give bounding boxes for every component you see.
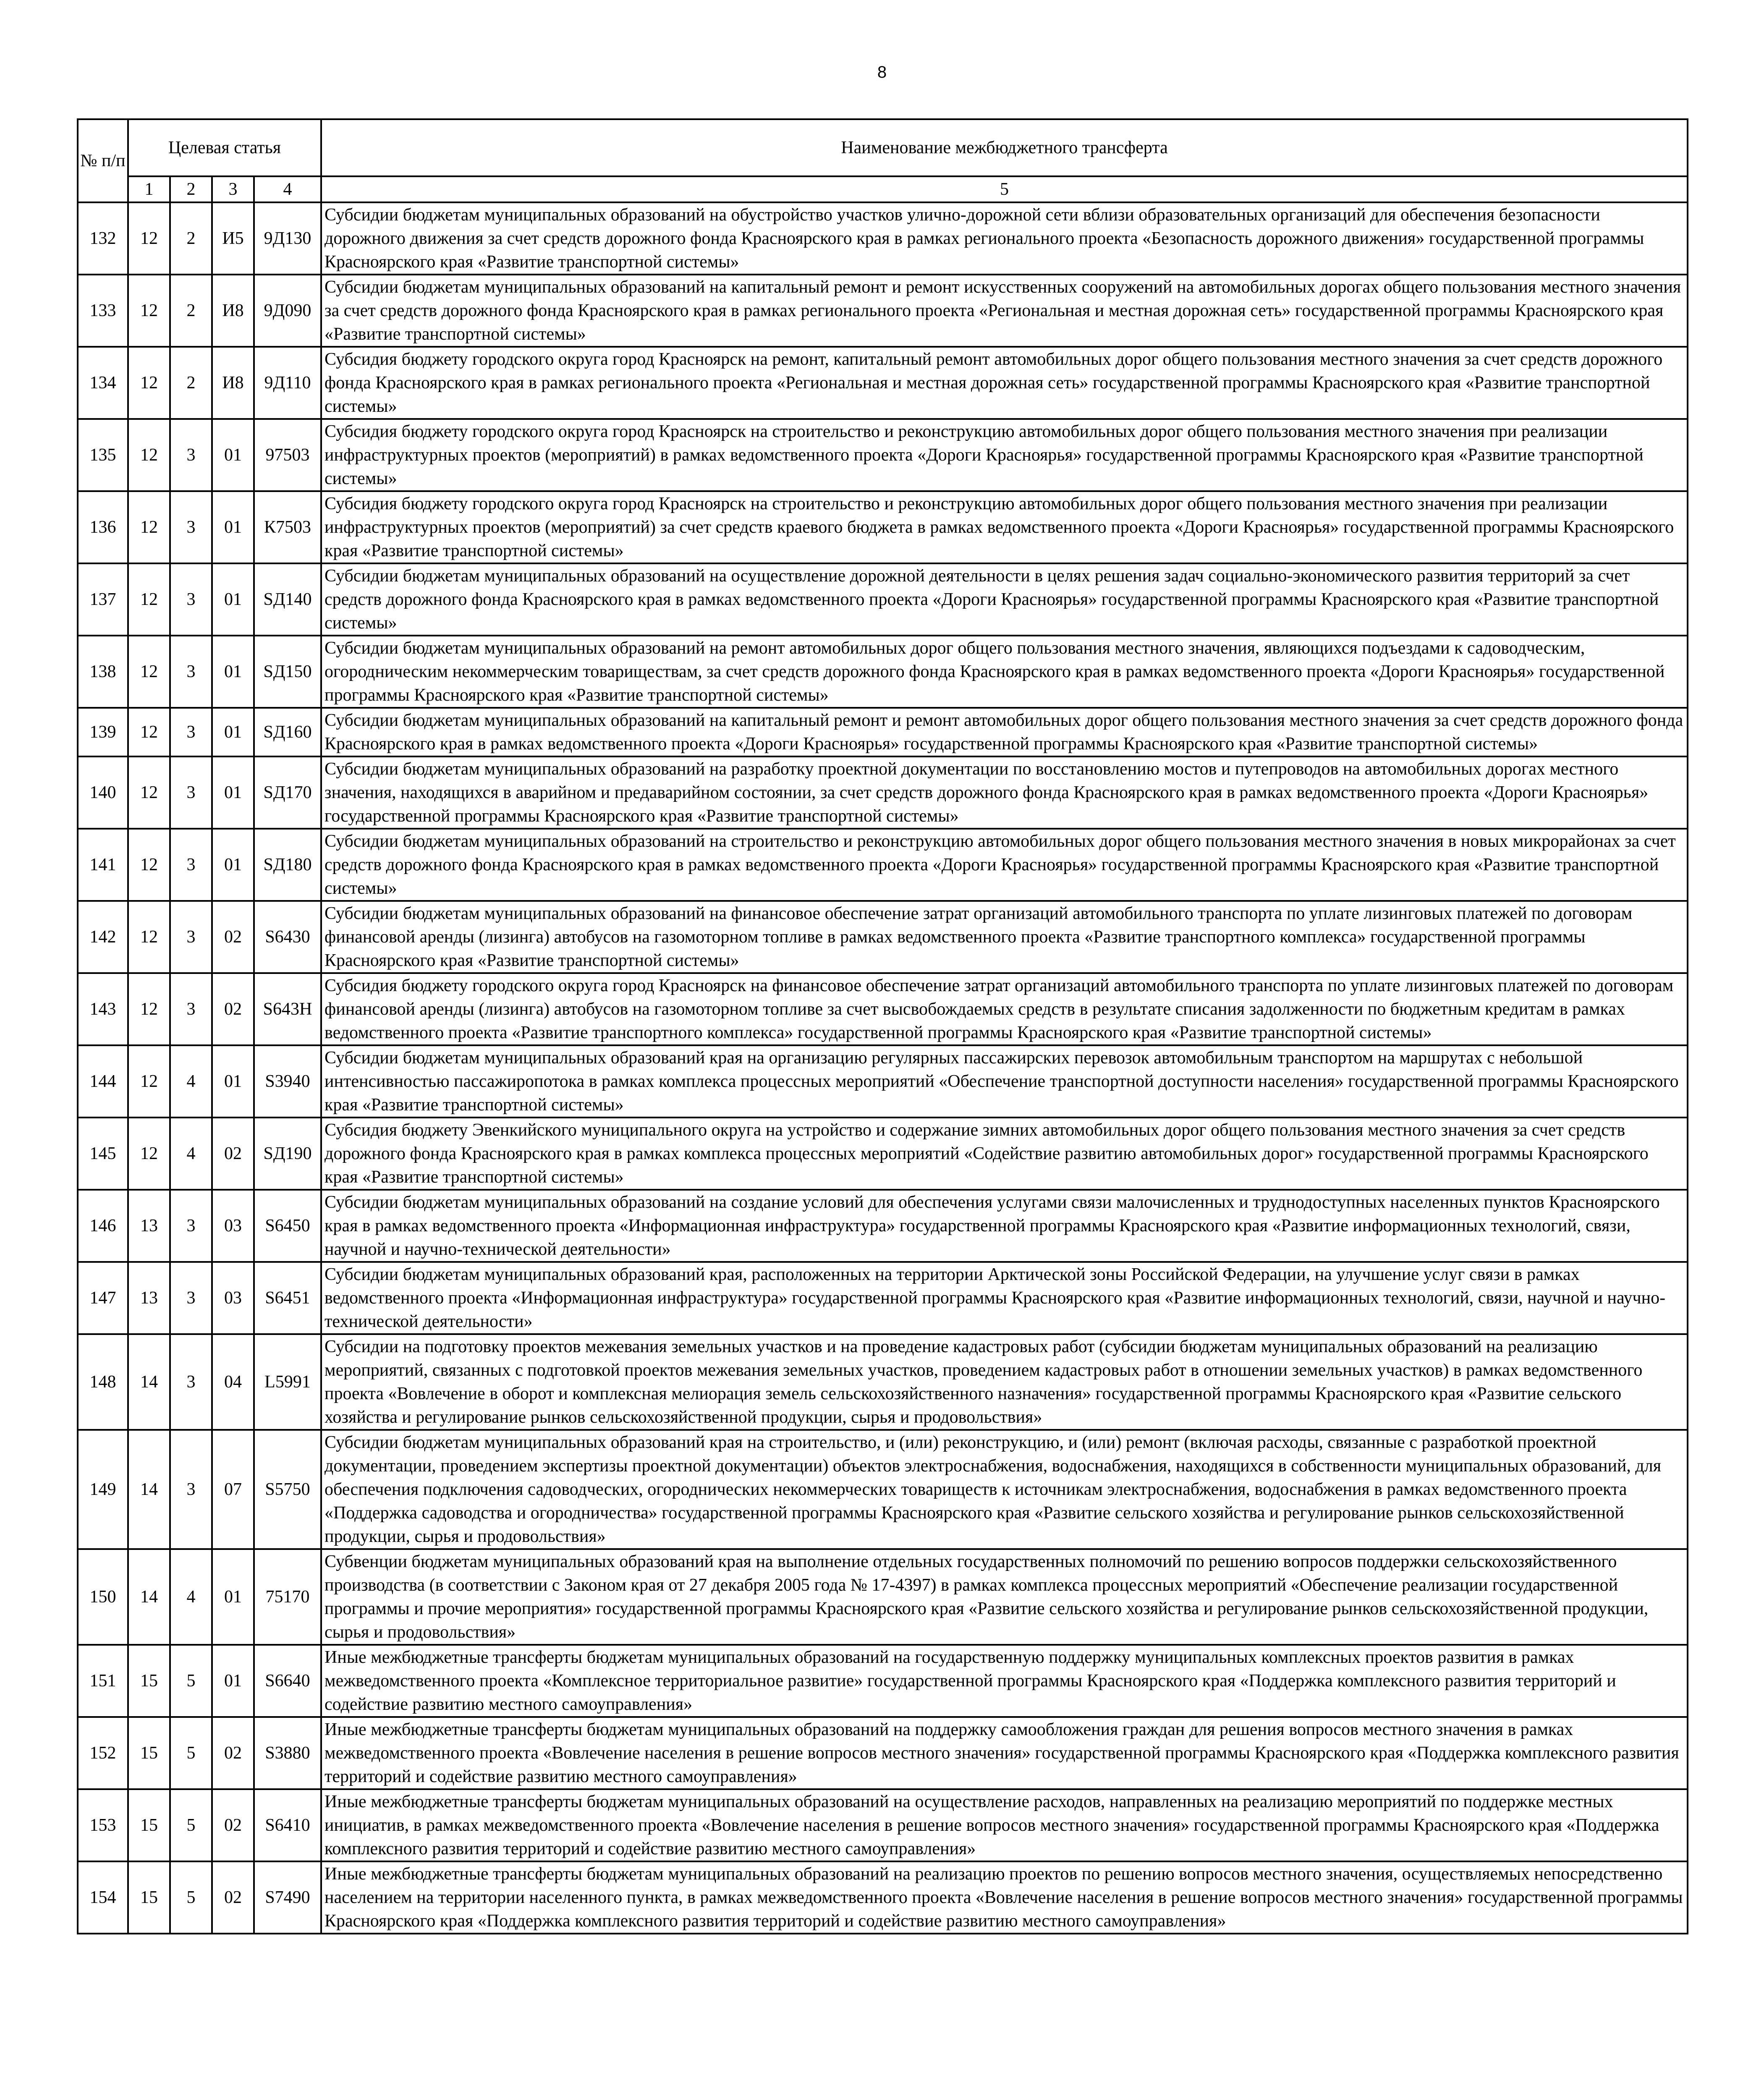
- row-code-1: 15: [128, 1789, 170, 1861]
- row-code-2: 3: [170, 1190, 212, 1262]
- row-code-1: 12: [128, 636, 170, 708]
- row-transfer-name: Субсидии бюджетам муниципальных образований на ремонт автомобильных дорог общего пользования местного значения, являющихся подъездами к садоводческим, огородническим некоммерческим товариществам, за счет средств дорожного фонда Красноярского края в рамках ведомственного проекта «Дороги Красноярья» государственной программы Красноярского края «Развитие транспортной системы»: [321, 636, 1688, 708]
- row-code-2: 2: [170, 275, 212, 347]
- table-row: [78, 1334, 1688, 1430]
- row-code-3: 02: [212, 901, 254, 973]
- row-code-1: 12: [128, 202, 170, 275]
- row-code-4: SД170: [254, 756, 321, 829]
- row-code-2: 3: [170, 636, 212, 708]
- row-number: 140: [78, 756, 128, 829]
- row-code-3: 01: [212, 829, 254, 901]
- table-row: [78, 419, 1688, 491]
- column-number: 1: [128, 176, 170, 202]
- header-number: № п/п: [78, 119, 128, 202]
- row-transfer-name: Субсидии на подготовку проектов межевания земельных участков и на проведение кадастровых работ (субсидии бюджетам муниципальных образований на реализацию мероприятий, связанных с подготовкой проектов межевания земельных участков, проведением кадастровых работ в отношении земельных участков) в рамках ведомственного проекта «Вовлечение в оборот и комплексная мелиорация земель сельскохозяйственного назначения» государственной программы Красноярского края «Развитие сельского хозяйства и регулирование рынков сельскохозяйственной продукции, сырья и продовольствия»: [321, 1334, 1688, 1430]
- row-code-1: 12: [128, 275, 170, 347]
- row-code-4: L5991: [254, 1334, 321, 1430]
- column-number: 4: [254, 176, 321, 202]
- table-row: [78, 1549, 1688, 1645]
- row-number: 137: [78, 563, 128, 636]
- row-transfer-name: Субсидия бюджету городского округа город Красноярск на строительство и реконструкцию автомобильных дорог общего пользования местного значения при реализации инфраструктурных проектов (мероприятий) в рамках ведомственного проекта «Дороги Красноярья» государственной программы Красноярского края «Развитие транспортной системы»: [321, 419, 1688, 491]
- row-code-3: 02: [212, 973, 254, 1045]
- row-code-2: 4: [170, 1549, 212, 1645]
- row-code-3: 03: [212, 1262, 254, 1334]
- row-code-2: 4: [170, 1118, 212, 1190]
- row-code-3: 01: [212, 419, 254, 491]
- row-code-4: S6451: [254, 1262, 321, 1334]
- row-code-4: SД150: [254, 636, 321, 708]
- row-code-1: 12: [128, 563, 170, 636]
- transfers-table: [77, 118, 1688, 1934]
- row-number: 148: [78, 1334, 128, 1430]
- row-transfer-name: Субсидия бюджету Эвенкийского муниципального округа на устройство и содержание зимних автомобильных дорог общего пользования местного значения за счет средств дорожного фонда Красноярского края в рамках комплекса процессных мероприятий «Содействие развитию автомобильных дорог» государственной программы Красноярского края «Развитие транспортной системы»: [321, 1118, 1688, 1190]
- row-code-4: 75170: [254, 1549, 321, 1645]
- table-row: [78, 1861, 1688, 1934]
- row-code-1: 15: [128, 1861, 170, 1934]
- table-row: [78, 1190, 1688, 1262]
- row-code-3: 01: [212, 1045, 254, 1118]
- row-code-4: S7490: [254, 1861, 321, 1934]
- row-code-4: S6430: [254, 901, 321, 973]
- row-code-2: 3: [170, 1430, 212, 1549]
- table-row: [78, 275, 1688, 347]
- row-number: 132: [78, 202, 128, 275]
- row-transfer-name: Субсидии бюджетам муниципальных образований на обустройство участков улично-дорожной сети вблизи образовательных организаций для обеспечения безопасности дорожного движения за счет средств дорожного фонда Красноярского края в рамках регионального проекта «Безопасность дорожного движения» государственной программы Красноярского края «Развитие транспортной системы»: [321, 202, 1688, 275]
- row-number: 144: [78, 1045, 128, 1118]
- row-code-2: 4: [170, 1045, 212, 1118]
- row-transfer-name: Субсидии бюджетам муниципальных образований на осуществление дорожной деятельности в целях решения задач социально-экономического развития территорий за счет средств дорожного фонда Красноярского края в рамках ведомственного проекта «Дороги Красноярья» государственной программы Красноярского края «Развитие транспортной системы»: [321, 563, 1688, 636]
- row-code-3: И5: [212, 202, 254, 275]
- row-code-4: S3940: [254, 1045, 321, 1118]
- row-number: 133: [78, 275, 128, 347]
- row-code-4: К7503: [254, 491, 321, 563]
- table-row: [78, 756, 1688, 829]
- column-number: 2: [170, 176, 212, 202]
- row-code-4: S6410: [254, 1789, 321, 1861]
- column-number: 3: [212, 176, 254, 202]
- row-number: 142: [78, 901, 128, 973]
- row-code-1: 12: [128, 973, 170, 1045]
- row-number: 141: [78, 829, 128, 901]
- row-code-2: 3: [170, 756, 212, 829]
- table-row: [78, 491, 1688, 563]
- row-number: 153: [78, 1789, 128, 1861]
- row-code-2: 3: [170, 563, 212, 636]
- row-code-1: 12: [128, 419, 170, 491]
- table-row: [78, 1789, 1688, 1861]
- row-code-2: 3: [170, 1334, 212, 1430]
- row-number: 149: [78, 1430, 128, 1549]
- row-code-3: 02: [212, 1118, 254, 1190]
- row-code-3: 01: [212, 491, 254, 563]
- row-number: 139: [78, 708, 128, 756]
- row-number: 152: [78, 1717, 128, 1789]
- table-row: [78, 202, 1688, 275]
- row-code-3: 04: [212, 1334, 254, 1430]
- row-code-2: 3: [170, 973, 212, 1045]
- row-code-4: 9Д130: [254, 202, 321, 275]
- row-code-1: 15: [128, 1717, 170, 1789]
- row-code-1: 14: [128, 1334, 170, 1430]
- row-code-3: И8: [212, 347, 254, 419]
- row-code-4: SД190: [254, 1118, 321, 1190]
- table-row: [78, 636, 1688, 708]
- row-code-1: 12: [128, 1045, 170, 1118]
- row-transfer-name: Субсидия бюджету городского округа город Красноярск на ремонт, капитальный ремонт автомобильных дорог общего пользования местного значения за счет средств дорожного фонда Красноярского края в рамках регионального проекта «Региональная и местная дорожная сеть» государственной программы Красноярского края «Развитие транспортной системы»: [321, 347, 1688, 419]
- row-code-3: И8: [212, 275, 254, 347]
- row-code-1: 12: [128, 708, 170, 756]
- row-code-1: 13: [128, 1262, 170, 1334]
- table-row: [78, 973, 1688, 1045]
- table-row: [78, 1717, 1688, 1789]
- row-transfer-name: Субсидии бюджетам муниципальных образований на капитальный ремонт и ремонт искусственных сооружений на автомобильных дорогах общего пользования местного значения за счет средств дорожного фонда Красноярского края в рамках регионального проекта «Региональная и местная дорожная сеть» государственной программы Красноярского края «Развитие транспортной системы»: [321, 275, 1688, 347]
- table-body: [78, 202, 1688, 1934]
- row-transfer-name: Субсидии бюджетам муниципальных образований на финансовое обеспечение затрат организаций автомобильного транспорта по уплате лизинговых платежей по договорам финансовой аренды (лизинга) автобусов на газомоторном топливе в рамках ведомственного проекта «Развитие транспортного комплекса» государственной программы Красноярского края «Развитие транспортной системы»: [321, 901, 1688, 973]
- table-row: [78, 1430, 1688, 1549]
- row-number: 134: [78, 347, 128, 419]
- row-number: 138: [78, 636, 128, 708]
- row-code-4: S6640: [254, 1645, 321, 1717]
- row-code-2: 3: [170, 419, 212, 491]
- table-row: [78, 1045, 1688, 1118]
- row-transfer-name: Субсидии бюджетам муниципальных образований на капитальный ремонт и ремонт автомобильных дорог общего пользования местного значения за счет средств дорожного фонда Красноярского края в рамках ведомственного проекта «Дороги Красноярья» государственной программы Красноярского края «Развитие транспортной системы»: [321, 708, 1688, 756]
- row-code-2: 3: [170, 491, 212, 563]
- row-code-1: 15: [128, 1645, 170, 1717]
- row-code-3: 02: [212, 1717, 254, 1789]
- row-code-4: SД160: [254, 708, 321, 756]
- table-row: [78, 1262, 1688, 1334]
- row-code-4: S5750: [254, 1430, 321, 1549]
- row-code-1: 12: [128, 901, 170, 973]
- row-code-3: 02: [212, 1861, 254, 1934]
- row-code-4: SД180: [254, 829, 321, 901]
- row-code-3: 07: [212, 1430, 254, 1549]
- row-code-1: 12: [128, 491, 170, 563]
- page-number: 8: [877, 63, 887, 81]
- table-row: [78, 901, 1688, 973]
- row-code-1: 12: [128, 756, 170, 829]
- row-code-4: S3880: [254, 1717, 321, 1789]
- row-transfer-name: Иные межбюджетные трансферты бюджетам муниципальных образований на реализацию проектов по решению вопросов местного значения, осуществляемых непосредственно населением на территории населенного пункта, в рамках межведомственного проекта «Вовлечение населения в решение вопросов местного значения» государственной программы Красноярского края «Поддержка комплексного развития территорий и содействие развитию местного самоуправления»: [321, 1861, 1688, 1934]
- row-code-4: S6450: [254, 1190, 321, 1262]
- row-transfer-name: Иные межбюджетные трансферты бюджетам муниципальных образований на осуществление расходов, направленных на реализацию мероприятий по поддержке местных инициатив, в рамках межведомственного проекта «Вовлечение населения в решение вопросов местного значения» государственной программы Красноярского края «Поддержка комплексного развития территорий и содействие развитию местного самоуправления»: [321, 1789, 1688, 1861]
- table-row: [78, 708, 1688, 756]
- row-number: 143: [78, 973, 128, 1045]
- row-code-2: 3: [170, 1262, 212, 1334]
- row-code-4: 9Д110: [254, 347, 321, 419]
- row-transfer-name: Субсидия бюджету городского округа город Красноярск на строительство и реконструкцию автомобильных дорог общего пользования местного значения при реализации инфраструктурных проектов (мероприятий) за счет средств краевого бюджета в рамках ведомственного проекта «Дороги Красноярья» государственной программы Красноярского края «Развитие транспортной системы»: [321, 491, 1688, 563]
- row-number: 147: [78, 1262, 128, 1334]
- table-row: [78, 1645, 1688, 1717]
- row-code-4: 97503: [254, 419, 321, 491]
- column-number: 5: [321, 176, 1688, 202]
- table-row: [78, 1118, 1688, 1190]
- row-code-1: 14: [128, 1430, 170, 1549]
- row-transfer-name: Субсидии бюджетам муниципальных образований на разработку проектной документации по восстановлению мостов и путепроводов на автомобильных дорогах местного значения, находящихся в аварийном и предаварийном состоянии, за счет средств дорожного фонда Красноярского края в рамках ведомственного проекта «Дороги Красноярья» государственной программы Красноярского края «Развитие транспортной системы»: [321, 756, 1688, 829]
- row-number: 135: [78, 419, 128, 491]
- row-code-2: 5: [170, 1717, 212, 1789]
- row-transfer-name: Субсидии бюджетам муниципальных образований края на строительство, и (или) реконструкцию, и (или) ремонт (включая расходы, связанные с разработкой проектной документации, проведением экспертизы проектной документации) объектов электроснабжения, водоснабжения, находящихся в собственности муниципальных образований, для обеспечения подключения садоводческих, огороднических некоммерческих товариществ к источникам электроснабжения, водоснабжения в рамках ведомственного проекта «Поддержка садоводства и огородничества» государственной программы Красноярского края «Развитие сельского хозяйства и регулирование рынков сельскохозяйственной продукции, сырья и продовольствия»: [321, 1430, 1688, 1549]
- row-number: 146: [78, 1190, 128, 1262]
- table-header: [78, 119, 1688, 202]
- row-transfer-name: Иные межбюджетные трансферты бюджетам муниципальных образований на поддержку самообложения граждан для решения вопросов местного значения в рамках межведомственного проекта «Вовлечение населения в решение вопросов местного значения» государственной программы Красноярского края «Поддержка комплексного развития территорий и содействие развитию местного самоуправления»: [321, 1717, 1688, 1789]
- row-code-2: 5: [170, 1861, 212, 1934]
- row-code-3: 01: [212, 563, 254, 636]
- row-transfer-name: Субвенции бюджетам муниципальных образований края на выполнение отдельных государственных полномочий по решению вопросов поддержки сельскохозяйственного производства (в соответствии с Законом края от 27 декабря 2005 года № 17-4397) в рамках комплекса процессных мероприятий «Обеспечение реализации государственной программы и прочие мероприятия» государственной программы Красноярского края «Развитие сельского хозяйства и регулирование рынков сельскохозяйственной продукции, сырья и продовольствия»: [321, 1549, 1688, 1645]
- table-row: [78, 829, 1688, 901]
- row-number: 150: [78, 1549, 128, 1645]
- row-code-1: 12: [128, 347, 170, 419]
- row-code-2: 5: [170, 1645, 212, 1717]
- row-code-2: 3: [170, 708, 212, 756]
- row-code-1: 14: [128, 1549, 170, 1645]
- row-code-3: 01: [212, 756, 254, 829]
- row-code-3: 02: [212, 1789, 254, 1861]
- row-code-3: 01: [212, 636, 254, 708]
- row-code-2: 2: [170, 347, 212, 419]
- row-code-2: 2: [170, 202, 212, 275]
- row-transfer-name: Субсидия бюджету городского округа город Красноярск на финансовое обеспечение затрат организаций автомобильного транспорта по уплате лизинговых платежей по договорам финансовой аренды (лизинга) автобусов на газомоторном топливе за счет высвобождаемых средств в результате списания задолженности по бюджетным кредитам в рамках ведомственного проекта «Развитие транспортного комплекса» государственной программы Красноярского края «Развитие транспортной системы»: [321, 973, 1688, 1045]
- row-number: 136: [78, 491, 128, 563]
- row-code-1: 12: [128, 829, 170, 901]
- table-row: [78, 563, 1688, 636]
- row-transfer-name: Субсидии бюджетам муниципальных образований края, расположенных на территории Арктической зоны Российской Федерации, на улучшение услуг связи в рамках ведомственного проекта «Информационная инфраструктура» государственной программы Красноярского края «Развитие информационных технологий, связи, научной и научно-технической деятельности»: [321, 1262, 1688, 1334]
- row-code-3: 01: [212, 708, 254, 756]
- row-transfer-name: Субсидии бюджетам муниципальных образований края на организацию регулярных пассажирских перевозок автомобильным транспортом на маршрутах с небольшой интенсивностью пассажиропотока в рамках комплекса процессных мероприятий «Обеспечение транспортной доступности населения» государственной программы Красноярского края «Развитие транспортной системы»: [321, 1045, 1688, 1118]
- row-transfer-name: Субсидии бюджетам муниципальных образований на строительство и реконструкцию автомобильных дорог общего пользования местного значения в новых микрорайонах за счет средств дорожного фонда Красноярского края в рамках ведомственного проекта «Дороги Красноярья» государственной программы Красноярского края «Развитие транспортной системы»: [321, 829, 1688, 901]
- row-code-4: S643Н: [254, 973, 321, 1045]
- row-number: 145: [78, 1118, 128, 1190]
- row-number: 154: [78, 1861, 128, 1934]
- row-number: 151: [78, 1645, 128, 1717]
- row-code-1: 13: [128, 1190, 170, 1262]
- row-code-4: SД140: [254, 563, 321, 636]
- row-code-2: 5: [170, 1789, 212, 1861]
- table-row: [78, 347, 1688, 419]
- header-target-article: Целевая статья: [128, 119, 321, 176]
- row-code-2: 3: [170, 901, 212, 973]
- row-code-2: 3: [170, 829, 212, 901]
- row-code-1: 12: [128, 1118, 170, 1190]
- row-code-3: 01: [212, 1549, 254, 1645]
- row-transfer-name: Иные межбюджетные трансферты бюджетам муниципальных образований на государственную поддержку муниципальных комплексных проектов развития в рамках межведомственного проекта «Комплексное территориальное развитие» государственной программы Красноярского края «Поддержка комплексного развития территорий и содействие развитию местного самоуправления»: [321, 1645, 1688, 1717]
- row-transfer-name: Субсидии бюджетам муниципальных образований на создание условий для обеспечения услугами связи малочисленных и труднодоступных населенных пунктов Красноярского края в рамках ведомственного проекта «Информационная инфраструктура» государственной программы Красноярского края «Развитие информационных технологий, связи, научной и научно-технической деятельности»: [321, 1190, 1688, 1262]
- row-code-3: 01: [212, 1645, 254, 1717]
- row-code-4: 9Д090: [254, 275, 321, 347]
- header-transfer-name: Наименование межбюджетного трансферта: [321, 119, 1688, 176]
- row-code-3: 03: [212, 1190, 254, 1262]
